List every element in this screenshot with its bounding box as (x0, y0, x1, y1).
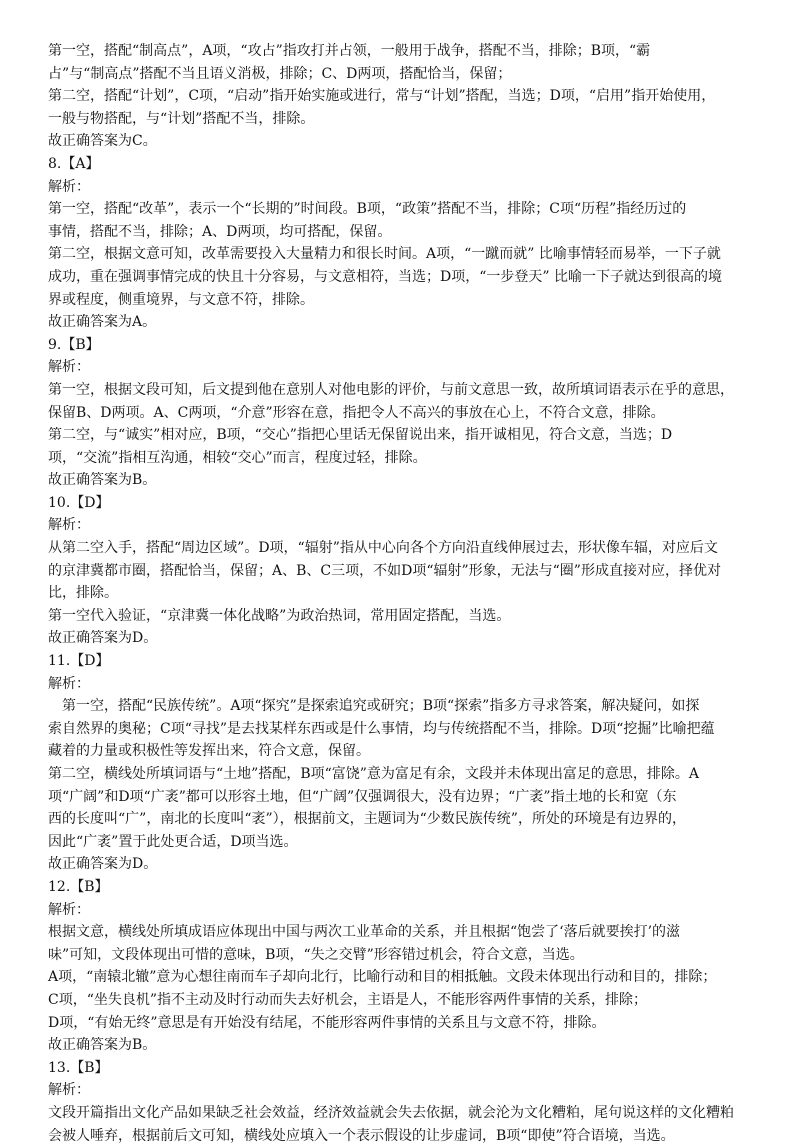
text-line: 第一空，搭配“制高点”，A项，“攻占”指攻打并占领，一般用于战争，搭配不当，排除；B项，“霸 (48, 40, 758, 63)
text-line: 故正确答案为A。 (48, 311, 758, 334)
text-line: 9.【B】 (48, 334, 758, 357)
text-line: 10.【D】 (48, 492, 758, 515)
text-line: 第一空，根据文段可知，后文提到他在意别人对他电影的评价，与前文意思一致，故所填词语表示在乎的意思， (48, 379, 758, 402)
text-line: 11.【D】 (48, 650, 758, 673)
text-line: 第二空，根据文意可知，改革需要投入大量精力和很长时间。A项，“一蹴而就” 比喻事情轻而易举，一下子就 (48, 243, 758, 266)
text-line: 故正确答案为B。 (48, 469, 758, 492)
text-line: 一般与物搭配，与“计划”搭配不当，排除。 (48, 108, 758, 131)
answer-explanation-document (48, 40, 758, 1147)
text-line: 项“广阔”和D项“广袤”都可以形容土地，但“广阔”仅强调很大，没有边界；“广袤”指土地的长和宽（东 (48, 786, 758, 809)
text-line: 会被人唾弃，根据前后文可知，横线处应填入一个表示假设的让步虚词，B项“即使”符合语境，当选。 (48, 1125, 758, 1147)
text-line: 占”与“制高点”搭配不当且语义消极，排除；C、D两项，搭配恰当，保留； (48, 63, 758, 86)
text-line: C项，“坐失良机”指不主动及时行动而失去好机会，主语是人，不能形容两件事情的关系，排除； (48, 989, 758, 1012)
text-line: 比，排除。 (48, 582, 758, 605)
text-line: 从第二空入手，搭配“周边区域”。D项，“辐射”指从中心向各个方向沿直线伸展过去，形状像车辐，对应后文 (48, 537, 758, 560)
text-line: 故正确答案为D。 (48, 627, 758, 650)
text-line: 解析： (48, 356, 758, 379)
text-line: 13.【B】 (48, 1057, 758, 1080)
text-line: 解析： (48, 673, 758, 696)
text-line: 故正确答案为C。 (48, 130, 758, 153)
text-line: 界或程度，侧重境界，与文意不符，排除。 (48, 289, 758, 312)
text-line: 成功，重在强调事情完成的快且十分容易，与文意相符，当选；D项，“一步登天” 比喻一下子就达到很高的境 (48, 266, 758, 289)
text-line: 味”可知，文段体现出可惜的意味，B项，“失之交臂”形容错过机会，符合文意，当选。 (48, 944, 758, 967)
text-line: 文段开篇指出文化产品如果缺乏社会效益，经济效益就会失去依据，就会沦为文化糟粕，尾句说这样的文化糟粕 (48, 1102, 758, 1125)
text-line: A项，“南辕北辙”意为心想往南而车子却向北行，比喻行动和目的相抵触。文段未体现出行动和目的，排除； (48, 966, 758, 989)
text-line: 第一空代入验证，“京津冀一体化战略”为政治热词，常用固定搭配，当选。 (48, 605, 758, 628)
text-line: 第二空，与“诚实”相对应，B项，“交心”指把心里话无保留说出来，指开诚相见，符合文意，当选；D (48, 424, 758, 447)
text-line: 解析： (48, 1079, 758, 1102)
text-line: 故正确答案为B。 (48, 1034, 758, 1057)
text-line: D项，“有始无终”意思是有开始没有结尾，不能形容两件事情的关系且与文意不符，排除。 (48, 1012, 758, 1035)
text-line: 12.【B】 (48, 876, 758, 899)
text-line: 解析： (48, 899, 758, 922)
text-line: 故正确答案为D。 (48, 853, 758, 876)
text-line: 8.【A】 (48, 153, 758, 176)
text-line: 事情，搭配不当，排除；A、D两项，均可搭配，保留。 (48, 221, 758, 244)
text-line: 保留B、D两项。A、C两项，“介意”形容在意，指把令人不高兴的事放在心上，不符合文意，排除。 (48, 402, 758, 425)
text-line: 因此“广袤”置于此处更合适，D项当选。 (48, 831, 758, 854)
text-line: 第一空，搭配“民族传统”。A项“探究”是探索追究或研究；B项“探索”指多方寻求答案，解决疑问，如探 (48, 695, 758, 718)
text-line: 解析： (48, 514, 758, 537)
text-line: 藏着的力量或积极性等发挥出来，符合文意，保留。 (48, 740, 758, 763)
text-line: 西的长度叫“广”，南北的长度叫“袤”），根据前文，主题词为“少数民族传统”，所处的环境是有边界的， (48, 808, 758, 831)
text-line: 索自然界的奥秘；C项“寻找”是去找某样东西或是什么事情，均与传统搭配不当，排除。D项“挖掘”比喻把蕴 (48, 718, 758, 741)
text-line: 项，“交流”指相互沟通，相较“交心”而言，程度过轻，排除。 (48, 447, 758, 470)
text-line: 第二空，横线处所填词语与“土地”搭配，B项“富饶”意为富足有余，文段并未体现出富足的意思，排除。A (48, 763, 758, 786)
text-line: 根据文意，横线处所填成语应体现出中国与两次工业革命的关系，并且根据“饱尝了‘落后就要挨打’的滋 (48, 921, 758, 944)
text-line: 解析： (48, 176, 758, 199)
text-line: 第一空，搭配“改革”，表示一个“长期的”时间段。B项，“政策”搭配不当，排除；C项“历程”指经历过的 (48, 198, 758, 221)
text-line: 第二空，搭配“计划”，C项，“启动”指开始实施或进行，常与“计划”搭配，当选；D项，“启用”指开始使用， (48, 85, 758, 108)
text-line: 的京津冀都市圈，搭配恰当，保留；A、B、C三项，不如D项“辐射”形象，无法与“圈”形成直接对应，择优对 (48, 560, 758, 583)
